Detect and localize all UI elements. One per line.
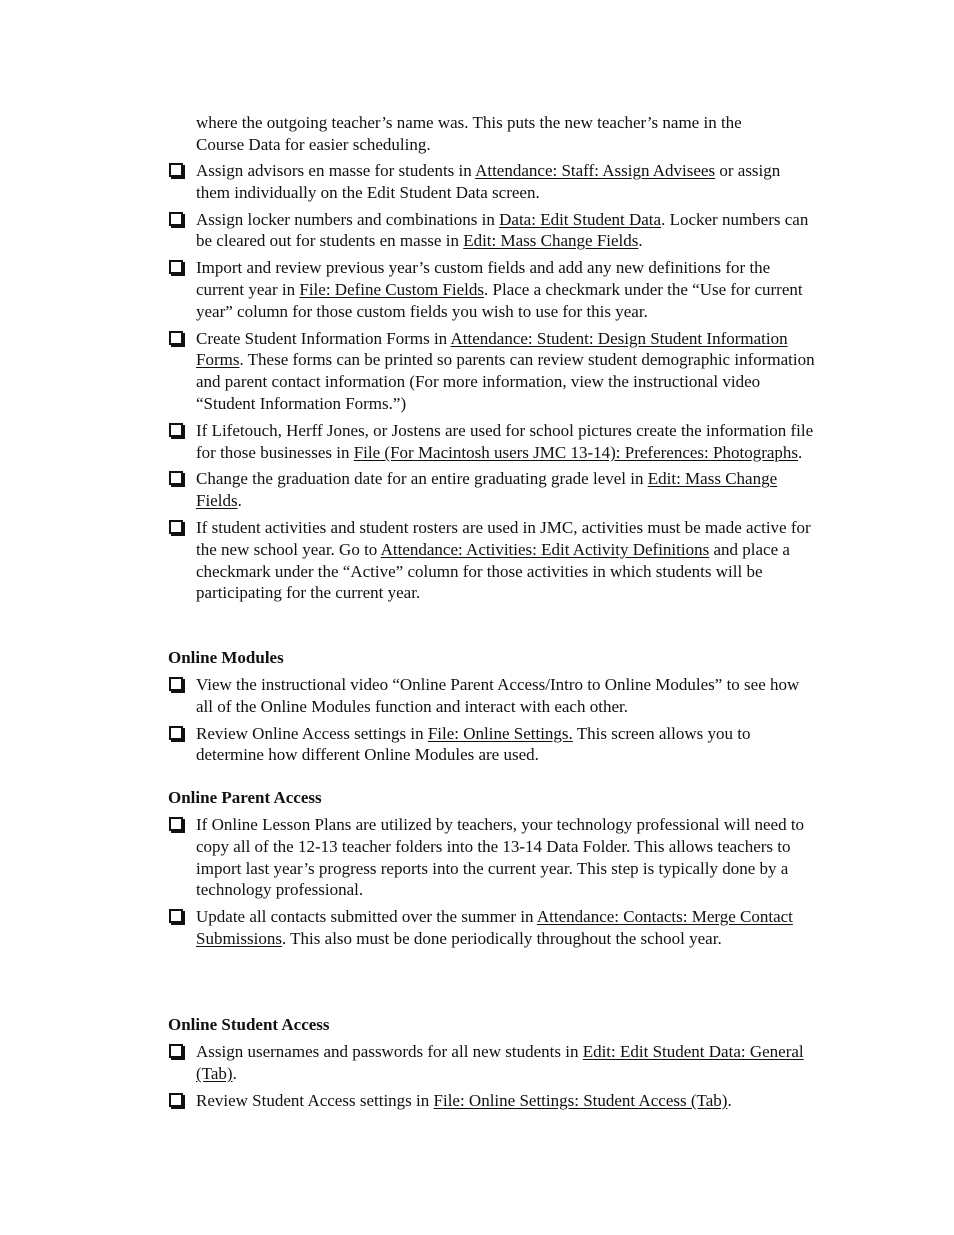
- checklist-item: [196, 209, 816, 253]
- checklist-item: [196, 328, 816, 415]
- menu-path-link: File: Online Settings: Student Access (Tab): [433, 1090, 728, 1110]
- section-heading-online-student-access: Online Student Access: [168, 1015, 330, 1034]
- item-text: . This also must be done periodically throughout the school year.: [281, 928, 722, 948]
- checkbox-icon[interactable]: [169, 212, 183, 226]
- item-text: Review Student Access settings in: [196, 1090, 434, 1110]
- item-text: Change the graduation date for an entire graduating grade level in: [196, 469, 648, 489]
- checkbox-icon[interactable]: [169, 471, 183, 485]
- section-heading-online-modules: Online Modules: [168, 648, 284, 667]
- item-text: If Online Lesson Plans are utilized by teachers, your technology professional will need to copy all of the 12-13 teacher folders into the 13-14 Data Folder. This allows teachers to import last year’s progress reports into the current year. This step is typically done by a technology professional.: [196, 815, 805, 900]
- item-text: and place a checkmark under the “Active” column for those activities in which students will be participating for the current year.: [196, 539, 790, 603]
- checklist-item: [196, 723, 816, 767]
- menu-path-link: Attendance: Activities: Edit Activity Definitions: [380, 539, 710, 559]
- menu-path-link: File: Online Settings.: [427, 723, 573, 743]
- checkbox-icon[interactable]: [169, 520, 183, 534]
- checklist-general: [196, 160, 816, 609]
- menu-path-link: Edit: Mass Change Fields: [196, 469, 778, 511]
- item-text: Assign advisors en masse for students in: [196, 161, 476, 180]
- menu-path-link: Data: Edit Student Data: [499, 209, 662, 229]
- checkbox-icon[interactable]: [169, 817, 183, 831]
- item-text: Assign usernames and passwords for all new students in: [196, 1042, 583, 1061]
- checkbox-icon[interactable]: [169, 260, 183, 274]
- checkbox-icon[interactable]: [169, 331, 183, 345]
- item-text: or assign them individually on the Edit Student Data screen.: [196, 161, 781, 202]
- checklist-item: [196, 257, 816, 322]
- checklist-item: [196, 814, 816, 901]
- checkbox-icon[interactable]: [169, 677, 183, 691]
- item-text: Review Online Access settings in: [196, 723, 428, 743]
- item-text: . Locker numbers can be cleared out for students en masse in: [196, 209, 809, 251]
- menu-path-link: Attendance: Staff: Assign Advisees: [475, 161, 716, 180]
- checklist-online-parent-access: [196, 814, 816, 955]
- intro-paragraph: [196, 112, 816, 156]
- menu-path-link: Edit: Edit Student Data: General (Tab): [196, 1042, 804, 1083]
- item-text: Update all contacts submitted over the summer in: [196, 907, 537, 927]
- menu-path-link: Attendance: Student: Design Student Information Forms: [196, 328, 788, 370]
- item-text: . Place a checkmark under the “Use for current year” column for those custom fields you wish to use for this year.: [196, 279, 803, 321]
- item-text: .: [727, 1090, 732, 1110]
- checkbox-icon[interactable]: [169, 423, 183, 437]
- checklist-item: [196, 517, 816, 604]
- menu-path-link: File (For Macintosh users JMC 13-14): Preferences: Photographs: [353, 442, 799, 462]
- item-text: Create Student Information Forms in: [196, 328, 451, 348]
- menu-path-link: Edit: Mass Change Fields: [463, 231, 639, 251]
- checklist-item: [196, 160, 816, 204]
- intro-line-1: where the outgoing teacher’s name was. This puts the new teacher’s name in the: [196, 113, 742, 132]
- checklist-item: [196, 420, 816, 464]
- menu-path-link: File: Define Custom Fields: [299, 279, 485, 299]
- checkbox-icon[interactable]: [169, 1044, 183, 1058]
- item-text: If Lifetouch, Herff Jones, or Jostens are used for school pictures create the information file for those businesses in: [196, 420, 814, 462]
- item-text: .: [638, 231, 643, 251]
- checklist-item: [196, 1041, 816, 1085]
- item-text: Import and review previous year’s custom fields and add any new definitions for the current year in: [196, 258, 771, 299]
- item-text: This screen allows you to determine how different Online Modules are used.: [196, 723, 751, 765]
- item-text: .: [798, 442, 803, 462]
- checkbox-icon[interactable]: [169, 909, 183, 923]
- item-text: View the instructional video “Online Parent Access/Intro to Online Modules” to see how all of the Online Modules function and interact with each other.: [196, 675, 800, 716]
- menu-path-link: Attendance: Contacts: Merge Contact Submissions: [196, 907, 793, 948]
- checklist-item: [196, 674, 816, 718]
- checklist-item: [196, 906, 816, 950]
- checkbox-icon[interactable]: [169, 163, 183, 177]
- item-text: . These forms can be printed so parents can review student demographic information and parent contact information (For more information, view the instructional video “Student Information Forms.”): [196, 350, 815, 413]
- intro-line-2: Course Data for easier scheduling.: [196, 134, 431, 154]
- item-text: .: [232, 1063, 237, 1083]
- item-text: If student activities and student rosters are used in JMC, activities must be made active for the new school year. Go to: [196, 517, 811, 559]
- checklist-item: [196, 1090, 816, 1112]
- checklist-online-student-access: [196, 1041, 816, 1116]
- item-text: Assign locker numbers and combinations in: [196, 209, 500, 229]
- item-text: .: [237, 491, 242, 511]
- checkbox-icon[interactable]: [169, 726, 183, 740]
- section-heading-online-parent-access: Online Parent Access: [168, 788, 322, 807]
- checklist-online-modules: [196, 674, 816, 771]
- checklist-item: [196, 468, 816, 512]
- checkbox-icon[interactable]: [169, 1093, 183, 1107]
